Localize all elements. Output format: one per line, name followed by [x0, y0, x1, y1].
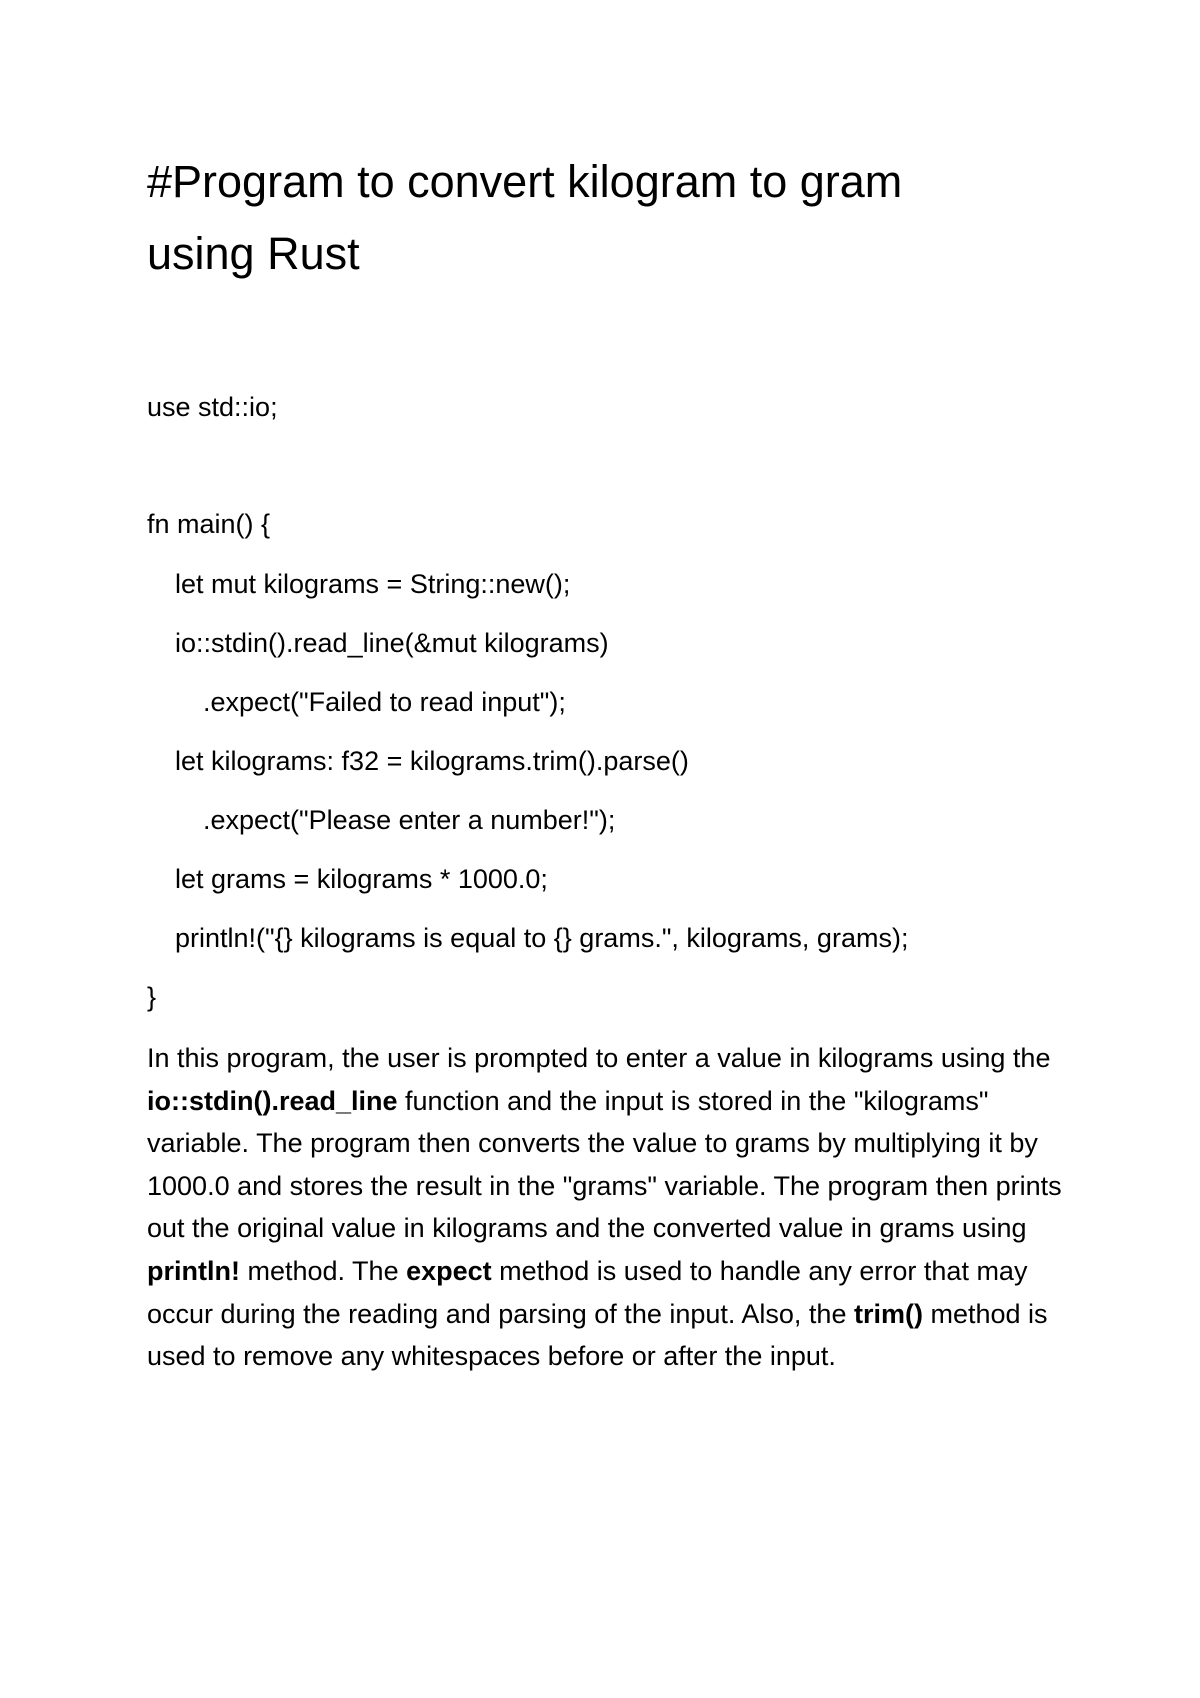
code-fn-close: }	[147, 982, 157, 1012]
code-grams: let grams = kilograms * 1000.0;	[175, 864, 548, 894]
code-expect-2: .expect("Please enter a number!");	[203, 805, 616, 835]
title-line-2: using Rust	[147, 228, 360, 279]
title-line-1: #Program to convert kilogram to gram	[147, 156, 903, 207]
code-let-mut: let mut kilograms = String::new();	[175, 569, 571, 599]
code-fn-open: fn main() {	[147, 509, 271, 539]
paragraph-text-4: method is used to handle any error that may occur during the reading and parsing of the input. Also, the	[147, 1255, 1028, 1329]
code-use-line: use std::io;	[147, 392, 278, 422]
code-read-line: io::stdin().read_line(&mut kilograms)	[175, 628, 609, 658]
paragraph-text-2: function and the input is stored in the "kilograms" variable. The program then converts the value to grams by multiplying it by 1000.0 and stores the result in the "grams" variable. The program then prints out the original value in kilograms and the converted value in grams using	[147, 1085, 1062, 1244]
paragraph-bold-println: println!	[147, 1255, 240, 1286]
paragraph-text-3: method. The	[239, 1255, 407, 1286]
explanation-paragraph	[147, 1037, 1067, 1378]
document-title	[147, 146, 1077, 290]
paragraph-text-1: In this program, the user is prompted to enter a value in kilograms using the	[147, 1043, 1051, 1073]
code-expect-1: .expect("Failed to read input");	[203, 687, 566, 717]
code-let-parse: let kilograms: f32 = kilograms.trim().parse()	[175, 746, 689, 776]
paragraph-bold-read-line: io::stdin().read_line	[147, 1085, 398, 1116]
paragraph-text-5: method is used to remove any whitespaces before or after the input.	[147, 1298, 1048, 1372]
code-println: println!("{} kilograms is equal to {} grams.", kilograms, grams);	[175, 923, 909, 953]
paragraph-bold-trim: trim()	[853, 1298, 923, 1329]
paragraph-bold-expect: expect	[406, 1255, 492, 1286]
